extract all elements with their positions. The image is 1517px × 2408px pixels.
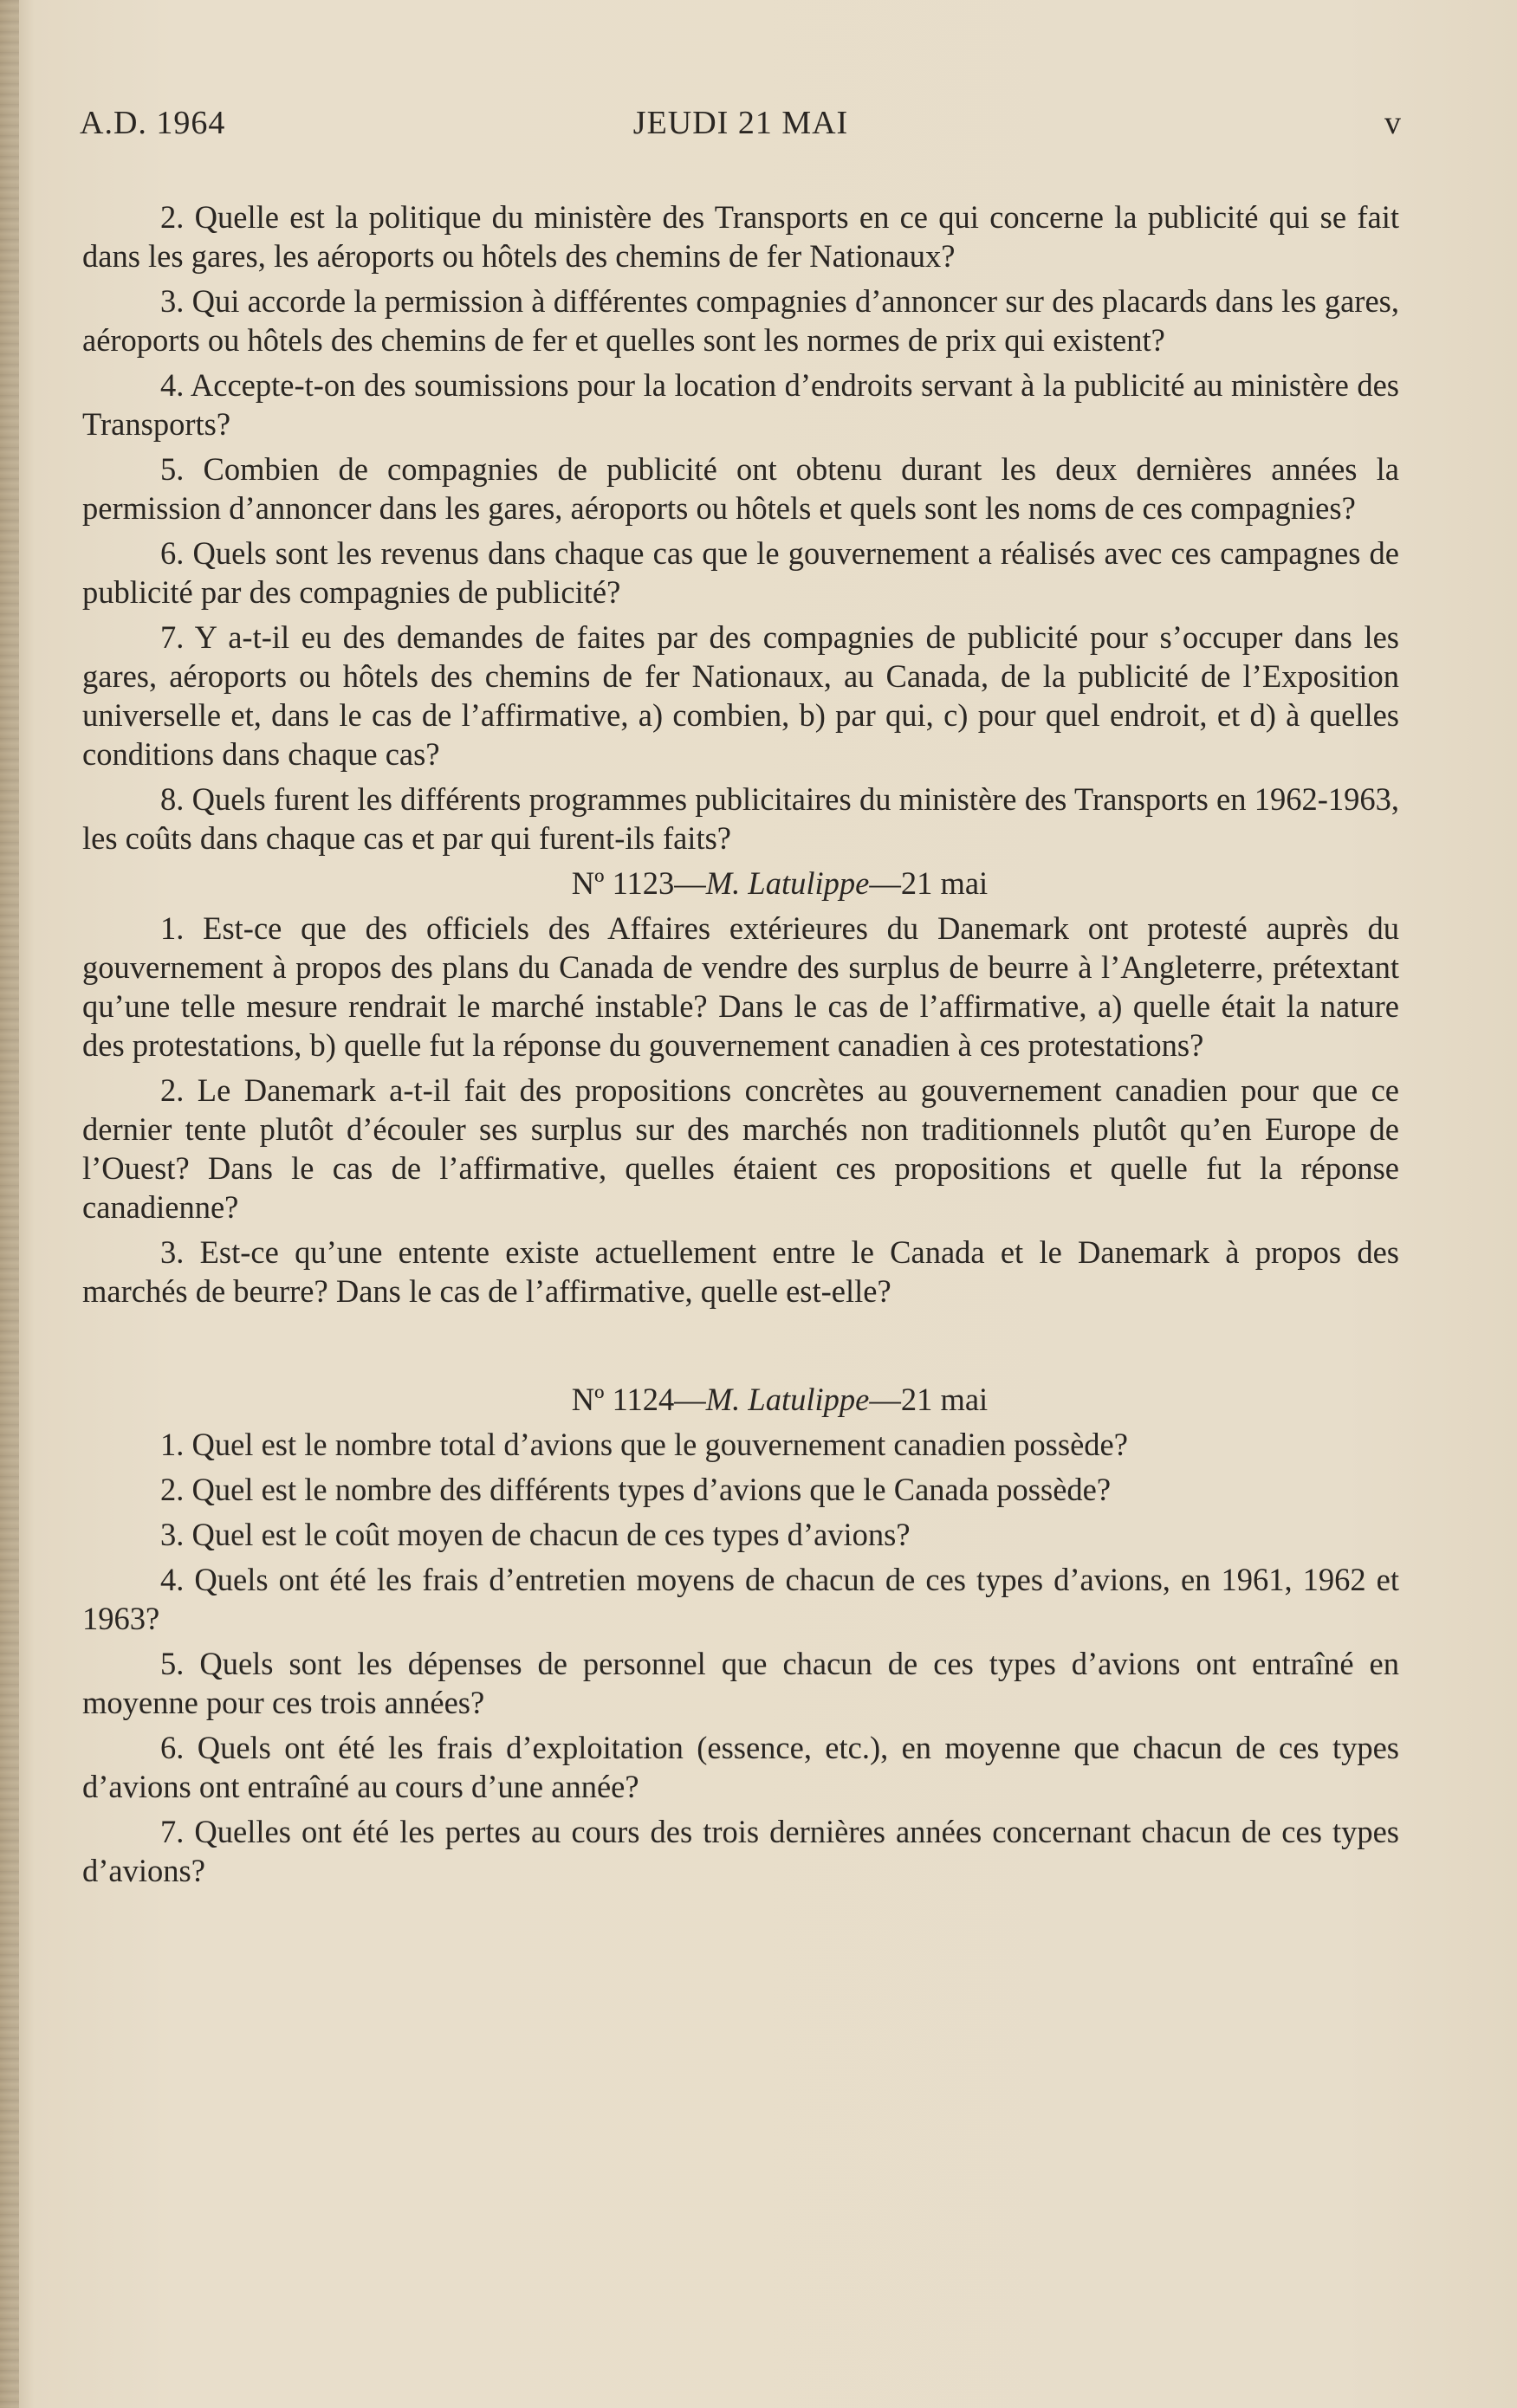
question-paragraph: 1. Est-ce que des officiels des Affaires extérieures du Danemark ont protesté auprès du gouvernement à propos des plans du Canada de vendre des surplus de beurre à l’Angleterre, prétextant qu’une telle mesure rendrait le marché instable? Dans le cas de l’affirmative, a) quelle était la nature des protestations, b) quelle fut la réponse du gouvernement canadien à ces protestations?: [82, 910, 1399, 1063]
question-paragraph: 1. Quel est le nombre total d’avions que le gouvernement canadien possède?: [160, 1427, 1128, 1462]
question-paragraph: 2. Quelle est la politique du ministère des Transports en ce qui concerne la publicité qui se fait dans les gares, les aéroports ou hôtels des chemins de fer Nationaux?: [82, 199, 1399, 274]
question-paragraph: 6. Quels sont les revenus dans chaque cas que le gouvernement a réalisés avec ces campagnes de publicité par des compagnies de publicité?: [82, 535, 1399, 610]
header-page-number: v: [1384, 105, 1402, 141]
question-paragraph: 3. Quel est le coût moyen de chacun de ces types d’avions?: [160, 1517, 911, 1552]
question-paragraph: 2. Le Danemark a-t-il fait des propositions concrètes au gouvernement canadien pour que ce dernier tente plutôt d’écouler ses surplus sur des marchés non traditionnels plutôt qu’en Europe de l’Ouest? Dans le cas de l’affirmative, quelles étaient ces propositions et quelle fut la réponse canadienne?: [82, 1072, 1399, 1225]
section-member: M. Latulippe: [705, 1382, 870, 1417]
section-date: —21 mai: [869, 1382, 989, 1417]
question-paragraph: 5. Combien de compagnies de publicité ont obtenu durant les deux dernières années la permission d’annoncer dans les gares, aéroports ou hôtels et quels sont les noms de ces compagnies?: [82, 451, 1399, 526]
header-year: A.D. 1964: [80, 105, 226, 141]
page-binding-edge: [0, 0, 19, 2408]
running-header: [80, 104, 1402, 156]
question-paragraph: 5. Quels sont les dépenses de personnel que chacun de ces types d’avions ont entraîné en moyenne pour ces trois années?: [82, 1646, 1399, 1720]
question-paragraph: 8. Quels furent les différents programmes publicitaires du ministère des Transports en 1962-1963, les coûts dans chaque cas et par qui furent-ils faits?: [82, 781, 1399, 856]
header-date: JEUDI 21 MAI: [632, 105, 849, 141]
section-heading-1123: [82, 864, 1399, 903]
section-number: Nº 1123—: [571, 865, 706, 901]
question-paragraph: 6. Quels ont été les frais d’exploitation (essence, etc.), en moyenne que chacun de ces types d’avions ont entraîné au cours d’une année?: [82, 1730, 1399, 1804]
question-paragraph: 3. Est-ce qu’une entente existe actuellement entre le Canada et le Danemark à propos des marchés de beurre? Dans le cas de l’affirmative, quelle est-elle?: [82, 1234, 1399, 1309]
question-paragraph: 4. Quels ont été les frais d’entretien moyens de chacun de ces types d’avions, en 1961, 1962 et 1963?: [82, 1562, 1399, 1636]
section-heading-1124: [82, 1380, 1399, 1419]
question-paragraph: 4. Accepte-t-on des soumissions pour la location d’endroits servant à la publicité au ministère des Transports?: [82, 367, 1399, 442]
question-paragraph: 2. Quel est le nombre des différents types d’avions que le Canada possède?: [160, 1472, 1112, 1507]
question-paragraph: 3. Qui accorde la permission à différentes compagnies d’annoncer sur des placards dans les gares, aéroports ou hôtels des chemins de fer et quelles sont les normes de prix qui existent?: [82, 283, 1399, 358]
section-member: M. Latulippe: [705, 865, 870, 901]
page-body: [82, 197, 1399, 1896]
question-paragraph: 7. Y a-t-il eu des demandes de faites par des compagnies de publicité pour s’occuper dans les gares, aéroports ou hôtels des chemins de fer Nationaux, au Canada, de la publicité de l’Exposition universelle et, dans le cas de l’affirmative, a) combien, b) par qui, c) pour quel endroit, et d) à quelles conditions dans chaque cas?: [82, 619, 1399, 772]
section-date: —21 mai: [869, 865, 989, 901]
question-paragraph: 7. Quelles ont été les pertes au cours des trois dernières années concernant chacun de ces types d’avions?: [82, 1814, 1399, 1888]
section-number: Nº 1124—: [571, 1382, 706, 1417]
